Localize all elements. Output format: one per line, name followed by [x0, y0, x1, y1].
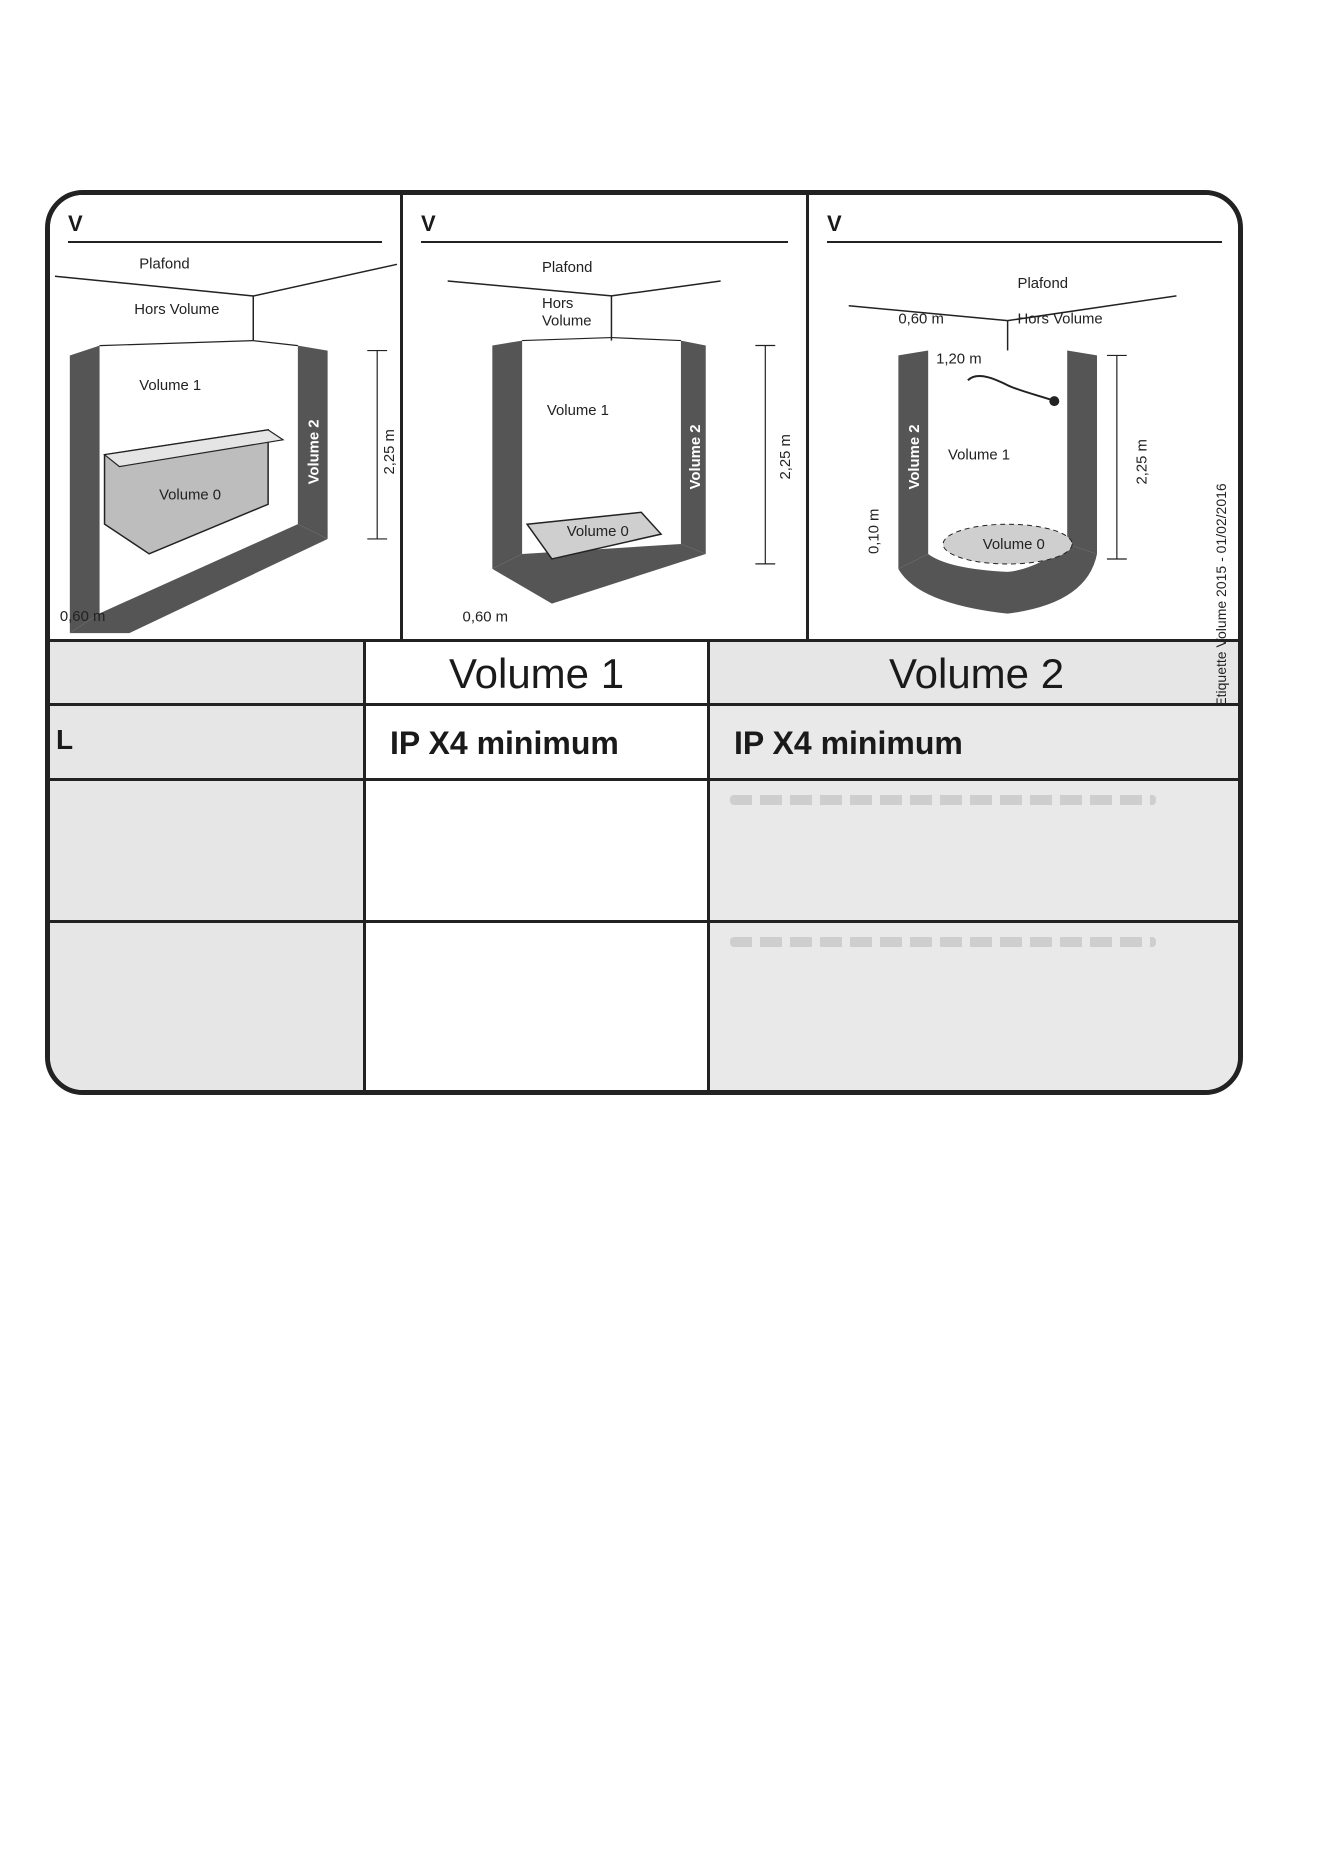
label-width: 0,60 m: [898, 311, 944, 328]
label-outside-line1: Hors: [541, 295, 574, 312]
label-width: 0,60 m: [59, 609, 106, 626]
label-volume-0: Volume 0: [566, 524, 629, 541]
label-volume-0: Volume 0: [982, 537, 1045, 554]
label-height: 2,25 m: [382, 429, 399, 475]
panel-title: V: [421, 211, 788, 243]
table-row: [50, 781, 1243, 923]
volume-1-ip-rating: IP X4 minimum: [366, 706, 710, 778]
table-row: [50, 706, 1243, 781]
walk-in-shower-drawing: [809, 195, 1240, 639]
table-row: [50, 923, 1243, 1095]
label-volume-1: Volume 1: [546, 403, 609, 420]
diagram-walk-in-shower: [809, 195, 1243, 639]
label-outside-line2: Volume: [541, 313, 592, 330]
shower-tray-drawing: [403, 195, 806, 639]
label-radius: 1,20 m: [936, 351, 982, 368]
label-outside-volume: Hors Volume: [1017, 311, 1103, 328]
diagram-bathtub: [50, 195, 403, 639]
panel-title: V: [68, 211, 382, 243]
label-volume-2: Volume 2: [306, 419, 323, 485]
bathtub-drawing: [50, 195, 400, 639]
diagram-shower-tray: [403, 195, 809, 639]
label-version-note: Etiquette Volume 2015 - 01/02/2016: [1213, 483, 1229, 707]
label-base-height: 0,10 m: [866, 508, 883, 555]
table-header-row: [50, 642, 1243, 706]
header-volume-2: Volume 2: [710, 642, 1243, 703]
faded-text: [730, 795, 1156, 805]
faded-text: [730, 937, 1156, 947]
label-height: 2,25 m: [778, 434, 795, 480]
label-volume-2: Volume 2: [907, 424, 924, 490]
label-volume-1: Volume 1: [139, 378, 202, 395]
label-ceiling: Plafond: [541, 260, 593, 277]
label-volume-2: Volume 2: [687, 424, 704, 490]
header-volume-1: Volume 1: [366, 642, 710, 703]
volume-label-card: [45, 190, 1243, 1095]
header-empty: [50, 642, 366, 703]
label-height: 2,25 m: [1134, 439, 1151, 485]
panel-title: V: [827, 211, 1222, 243]
label-outside-volume: Hors Volume: [134, 301, 220, 318]
label-volume-1: Volume 1: [948, 447, 1011, 464]
label-ceiling: Plafond: [139, 256, 190, 273]
row-label: L: [56, 724, 74, 755]
label-ceiling: Plafond: [1017, 275, 1069, 292]
label-width: 0,60 m: [462, 609, 509, 626]
volume-requirements-table: [50, 639, 1243, 1095]
label-volume-0: Volume 0: [159, 487, 222, 504]
volume-2-ip-rating: IP X4 minimum: [710, 706, 1243, 778]
